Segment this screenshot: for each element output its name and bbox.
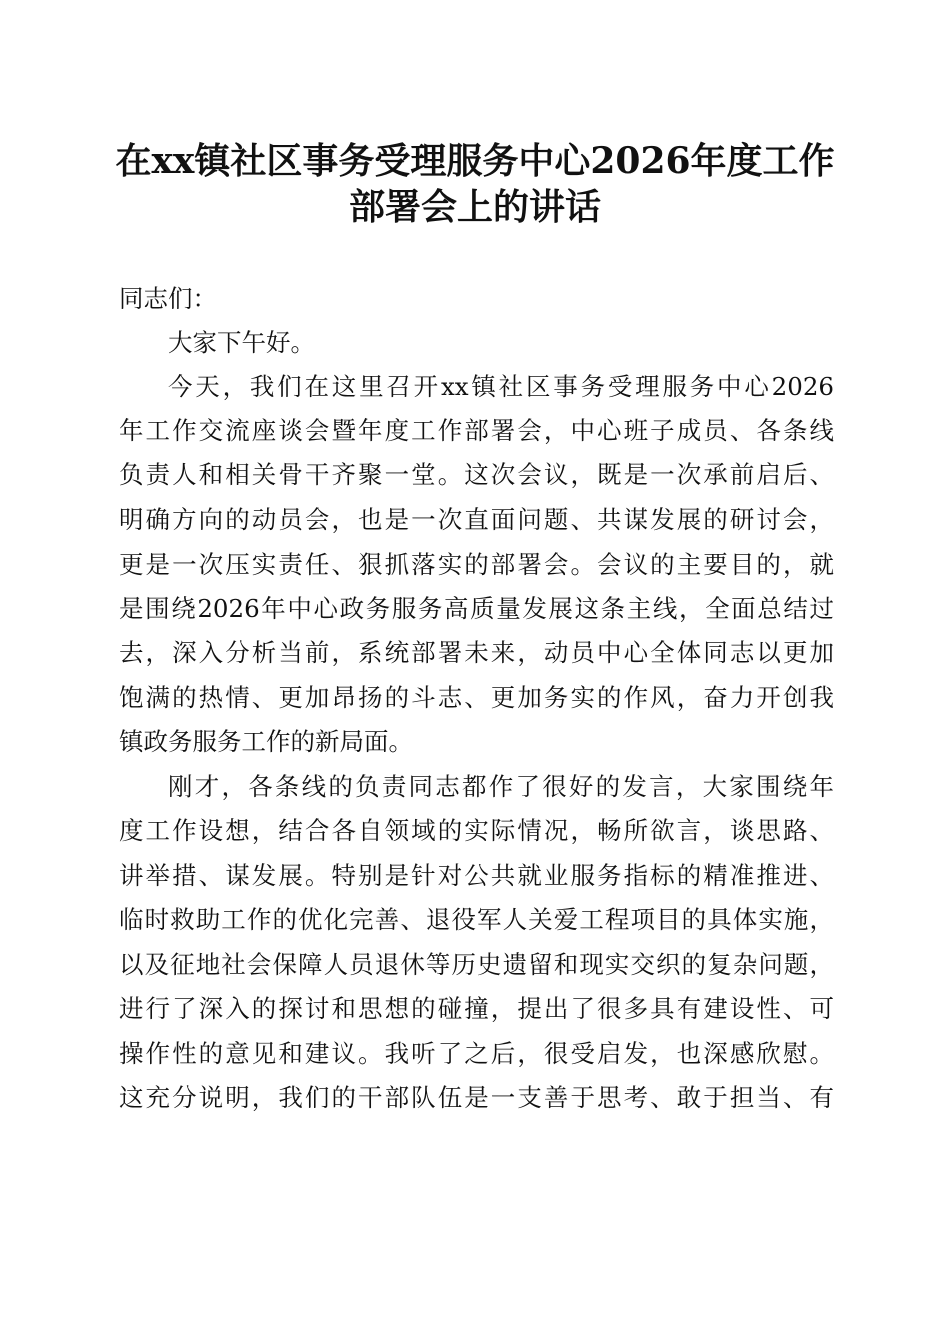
paragraph1-line-6: 是围绕2026年中心政务服务高质量发展这条主线，全面总结过 bbox=[119, 594, 834, 623]
paragraph1-line-7: 去，深入分析当前，系统部署未来，动员中心全体同志以更加 bbox=[119, 638, 834, 667]
paragraph2-line-7: 操作性的意见和建议。我听了之后，很受启发，也深感欣慰。 bbox=[119, 1039, 834, 1068]
paragraph2-line-4: 临时救助工作的优化完善、退役军人关爱工程项目的具体实施， bbox=[119, 905, 834, 934]
paragraph2-line-3: 讲举措、谋发展。特别是针对公共就业服务指标的精准推进、 bbox=[119, 861, 834, 890]
paragraph2-line-1: 刚才，各条线的负责同志都作了很好的发言，大家围绕年 bbox=[168, 772, 834, 801]
document-title-line-1: 在xx镇社区事务受理服务中心2026年度工作 bbox=[115, 140, 835, 182]
paragraph2-line-5: 以及征地社会保障人员退休等历史遗留和现实交织的复杂问题， bbox=[119, 950, 834, 979]
paragraph1-line-5: 更是一次压实责任、狠抓落实的部署会。会议的主要目的，就 bbox=[119, 550, 834, 579]
paragraph1-line-8: 饱满的热情、更加昂扬的斗志、更加务实的作风，奋力开创我 bbox=[119, 683, 834, 712]
paragraph2-line-8: 这充分说明，我们的干部队伍是一支善于思考、敢于担当、有 bbox=[119, 1083, 834, 1112]
paragraph2-line-2: 度工作设想，结合各自领域的实际情况，畅所欲言，谈思路、 bbox=[119, 816, 834, 845]
greeting: 大家下午好。 bbox=[168, 328, 315, 357]
paragraph1-line-4: 明确方向的动员会，也是一次直面问题、共谋发展的研讨会， bbox=[119, 505, 834, 534]
paragraph1-line-1: 今天，我们在这里召开xx镇社区事务受理服务中心2026 bbox=[168, 372, 834, 401]
document-title-line-2: 部署会上的讲话 bbox=[348, 186, 601, 228]
paragraph2-line-6: 进行了深入的探讨和思想的碰撞，提出了很多具有建设性、可 bbox=[119, 994, 834, 1023]
paragraph1-line-2: 年工作交流座谈会暨年度工作部署会，中心班子成员、各条线 bbox=[119, 416, 834, 445]
paragraph1-line-3: 负责人和相关骨干齐聚一堂。这次会议，既是一次承前启后、 bbox=[119, 460, 834, 489]
salutation: 同志们： bbox=[119, 284, 217, 313]
paragraph1-line-9: 镇政务服务工作的新局面。 bbox=[119, 727, 413, 756]
